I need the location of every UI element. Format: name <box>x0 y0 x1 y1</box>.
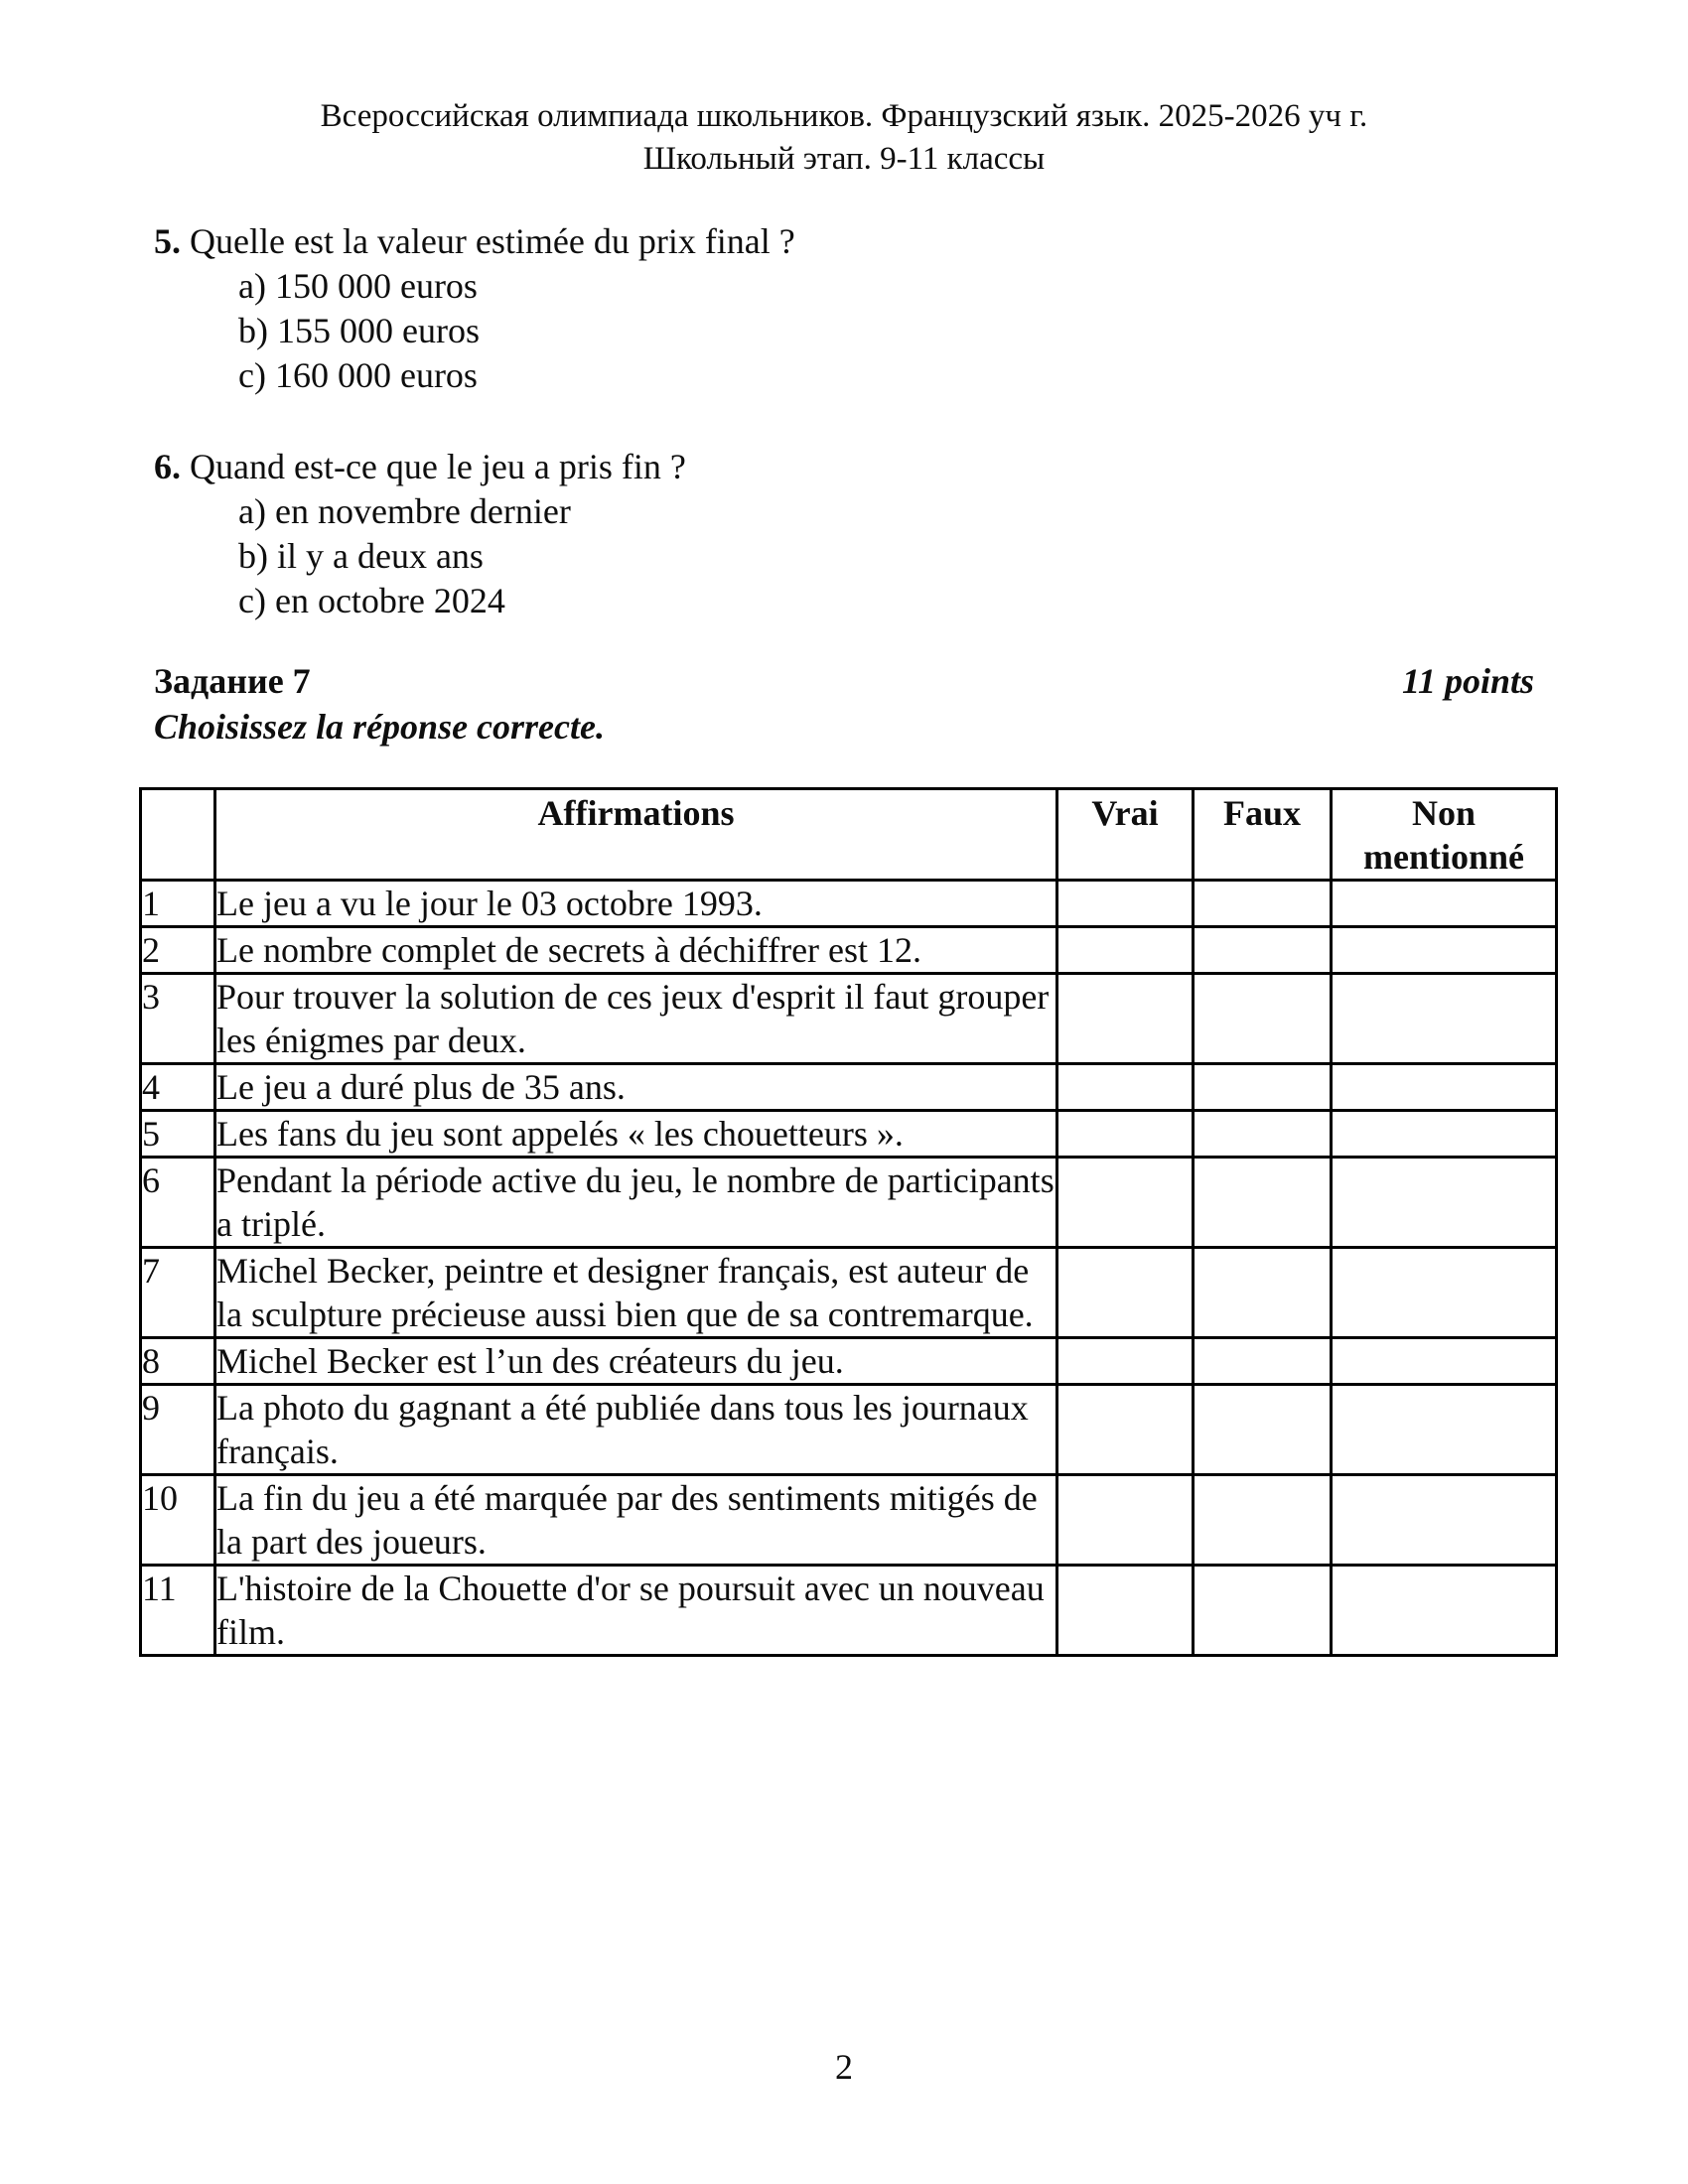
row-affirmation-text: Pour trouver la solution de ces jeux d'esprit il faut grouper les énigmes par deux. <box>215 974 1057 1064</box>
non-mentionne-answer-cell <box>1332 1248 1557 1338</box>
faux-answer-cell <box>1194 1248 1332 1338</box>
vrai-answer-cell <box>1057 1158 1194 1248</box>
question-5-option-a: a) 150 000 euros <box>238 266 478 306</box>
table-row <box>141 1158 1557 1248</box>
row-affirmation-text: Pendant la période active du jeu, le nombre de participants a triplé. <box>215 1158 1057 1248</box>
row-number: 5 <box>141 1111 215 1158</box>
vrai-answer-cell <box>1057 1566 1194 1656</box>
question-6 <box>154 445 686 623</box>
row-number: 3 <box>141 974 215 1064</box>
table-row <box>141 974 1557 1064</box>
vrai-answer-cell <box>1057 927 1194 974</box>
row-affirmation-text: L'histoire de la Chouette d'or se poursuit avec un nouveau film. <box>215 1566 1057 1656</box>
question-6-line <box>154 445 686 489</box>
faux-answer-cell <box>1194 927 1332 974</box>
row-affirmation-text: Michel Becker est l’un des créateurs du jeu. <box>215 1338 1057 1385</box>
row-affirmation-text: Les fans du jeu sont appelés « les chouetteurs ». <box>215 1111 1057 1158</box>
table-row <box>141 1566 1557 1656</box>
header-cell-faux: Faux <box>1194 789 1332 881</box>
non-mentionne-answer-cell <box>1332 1385 1557 1475</box>
task-header <box>154 659 1534 704</box>
non-mentionne-answer-cell <box>1332 1338 1557 1385</box>
table-header-row <box>141 789 1557 881</box>
question-5-option-c: c) 160 000 euros <box>238 355 478 395</box>
header-cell-vrai: Vrai <box>1057 789 1194 881</box>
table-row <box>141 1064 1557 1111</box>
table-row <box>141 1248 1557 1338</box>
row-number: 11 <box>141 1566 215 1656</box>
row-number: 10 <box>141 1475 215 1566</box>
header-cell-non-mentionne <box>1332 789 1557 881</box>
non-mentionne-answer-cell <box>1332 927 1557 974</box>
question-6-number: 6. <box>154 447 181 486</box>
question-6-options <box>154 489 686 623</box>
vrai-answer-cell <box>1057 1064 1194 1111</box>
table-row <box>141 927 1557 974</box>
page-number: 2 <box>835 2047 853 2087</box>
row-affirmation-text: La fin du jeu a été marquée par des sentiments mitigés de la part des joueurs. <box>215 1475 1057 1566</box>
row-affirmation-text: Michel Becker, peintre et designer français, est auteur de la sculpture précieuse aussi bien que de sa contremarque. <box>215 1248 1057 1338</box>
vrai-answer-cell <box>1057 1111 1194 1158</box>
non-mentionne-answer-cell <box>1332 1111 1557 1158</box>
header-non-mentionne-label: Non mentionné <box>1363 793 1524 877</box>
row-affirmation-text: Le jeu a vu le jour le 03 octobre 1993. <box>215 881 1057 927</box>
faux-answer-cell <box>1194 881 1332 927</box>
faux-answer-cell <box>1194 1566 1332 1656</box>
question-5-option-b: b) 155 000 euros <box>238 311 480 350</box>
table-row <box>141 1385 1557 1475</box>
table-row <box>141 881 1557 927</box>
vrai-answer-cell <box>1057 1248 1194 1338</box>
vrai-answer-cell <box>1057 1475 1194 1566</box>
faux-answer-cell <box>1194 1475 1332 1566</box>
non-mentionne-answer-cell <box>1332 974 1557 1064</box>
non-mentionne-answer-cell <box>1332 1064 1557 1111</box>
table-row <box>141 1111 1557 1158</box>
table-row <box>141 1475 1557 1566</box>
non-mentionne-answer-cell <box>1332 1566 1557 1656</box>
affirmations-table <box>139 787 1558 1657</box>
question-5-text: Quelle est la valeur estimée du prix final ? <box>190 221 795 261</box>
question-6-option-a: a) en novembre dernier <box>238 491 571 531</box>
question-5-options <box>154 264 795 398</box>
row-affirmation-text: La photo du gagnant a été publiée dans tous les journaux français. <box>215 1385 1057 1475</box>
header-cell-affirmations: Affirmations <box>215 789 1057 881</box>
task-points: 11 points <box>1401 661 1534 701</box>
question-6-text: Quand est-ce que le jeu a pris fin ? <box>190 447 686 486</box>
task-title: Задание 7 <box>154 661 311 701</box>
row-affirmation-text: Le nombre complet de secrets à déchiffrer est 12. <box>215 927 1057 974</box>
header-line-1: Всероссийская олимпиада школьников. Французский язык. 2025-2026 уч г. <box>320 98 1368 134</box>
row-number: 7 <box>141 1248 215 1338</box>
non-mentionne-answer-cell <box>1332 881 1557 927</box>
question-5-number: 5. <box>154 221 181 261</box>
row-number: 6 <box>141 1158 215 1248</box>
question-6-option-c: c) en octobre 2024 <box>238 581 505 620</box>
document-header <box>0 95 1688 181</box>
faux-answer-cell <box>1194 1111 1332 1158</box>
row-number: 1 <box>141 881 215 927</box>
row-number: 8 <box>141 1338 215 1385</box>
faux-answer-cell <box>1194 1385 1332 1475</box>
row-number: 4 <box>141 1064 215 1111</box>
faux-answer-cell <box>1194 1158 1332 1248</box>
vrai-answer-cell <box>1057 1385 1194 1475</box>
question-6-option-b: b) il y a deux ans <box>238 536 484 576</box>
header-line-2: Школьный этап. 9-11 классы <box>642 141 1046 177</box>
vrai-answer-cell <box>1057 1338 1194 1385</box>
row-number: 2 <box>141 927 215 974</box>
faux-answer-cell <box>1194 974 1332 1064</box>
task-instruction: Choisissez la réponse correcte. <box>154 707 605 747</box>
faux-answer-cell <box>1194 1064 1332 1111</box>
row-number: 9 <box>141 1385 215 1475</box>
non-mentionne-answer-cell <box>1332 1158 1557 1248</box>
table-row <box>141 1338 1557 1385</box>
vrai-answer-cell <box>1057 881 1194 927</box>
row-affirmation-text: Le jeu a duré plus de 35 ans. <box>215 1064 1057 1111</box>
vrai-answer-cell <box>1057 974 1194 1064</box>
faux-answer-cell <box>1194 1338 1332 1385</box>
question-5 <box>154 219 795 398</box>
affirmations-table-head <box>141 789 1557 881</box>
question-5-line <box>154 219 795 264</box>
header-cell-number <box>141 789 215 881</box>
non-mentionne-answer-cell <box>1332 1475 1557 1566</box>
affirmations-table-body <box>141 881 1557 1656</box>
